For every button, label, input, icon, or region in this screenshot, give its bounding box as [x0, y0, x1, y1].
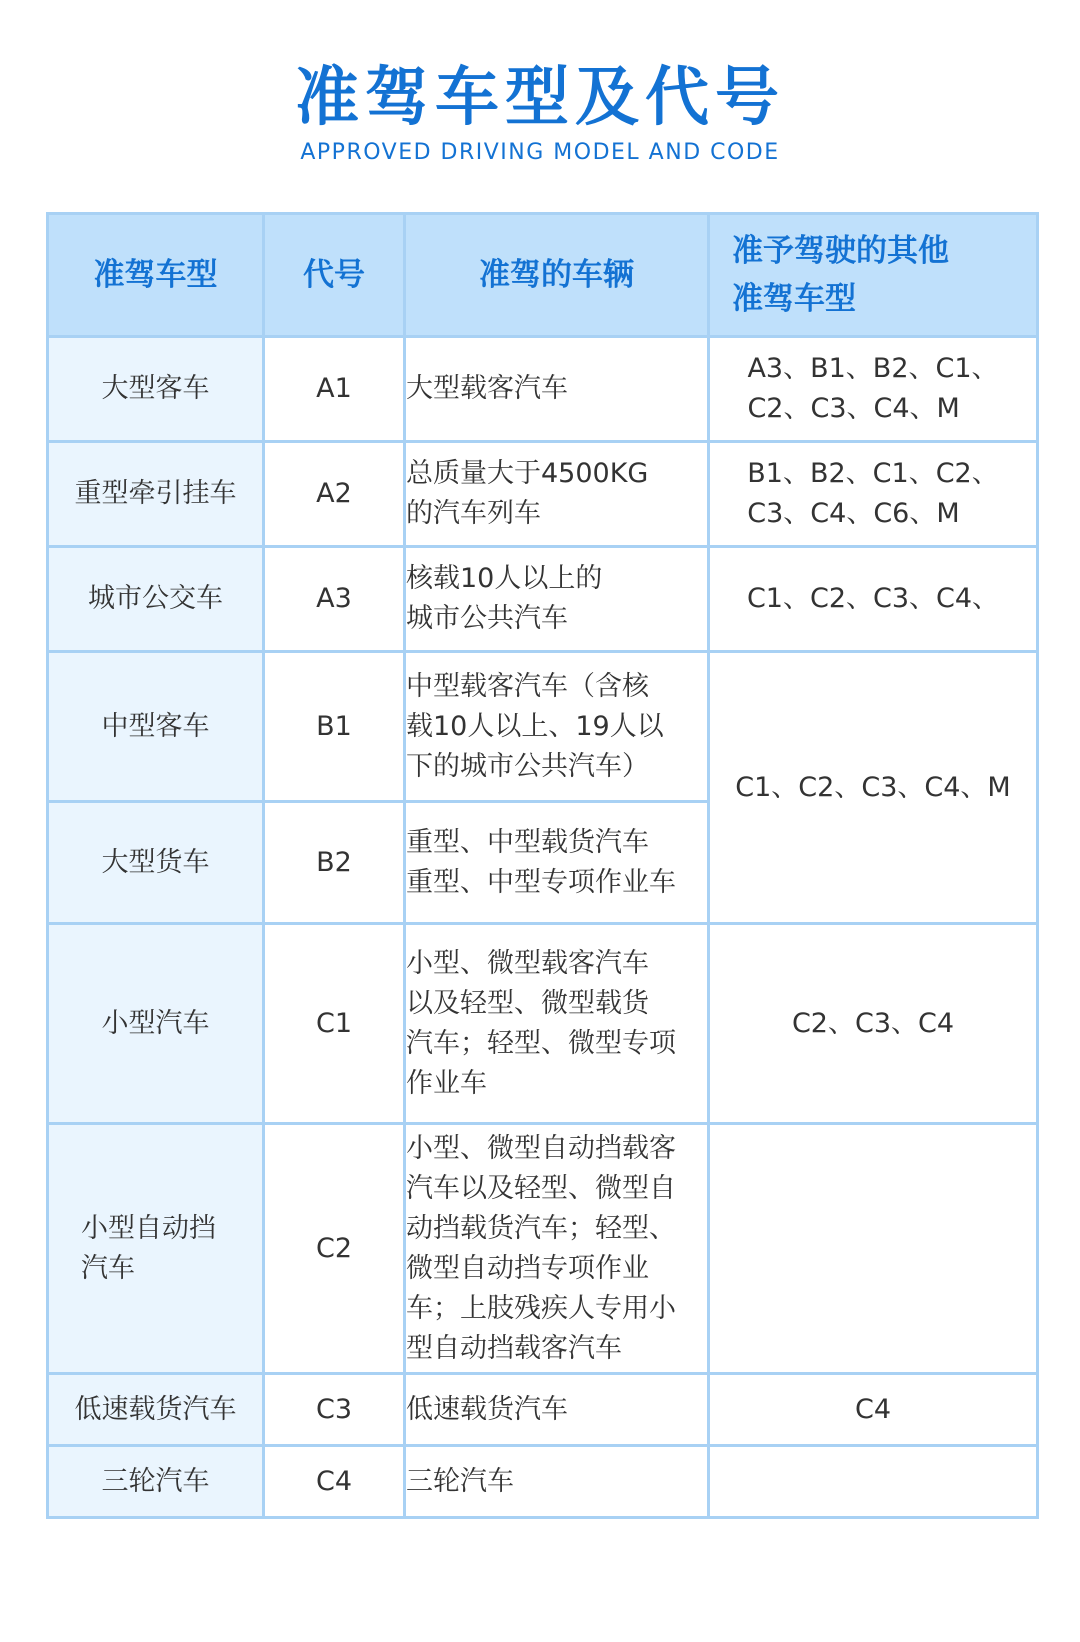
cell-vehicles-line: 汽车；轻型、微型专项	[406, 1027, 676, 1059]
cell-vehicles-line: 三轮汽车	[406, 1465, 514, 1497]
cell-code: C3	[264, 1374, 405, 1446]
cell-type	[48, 1124, 264, 1374]
table-row	[48, 652, 1038, 802]
cell-code: C1	[264, 924, 405, 1124]
cell-vehicles-line: 作业车	[406, 1067, 487, 1099]
column-header-vehicles: 准驾的车辆	[405, 214, 709, 337]
cell-vehicles-line: 以及轻型、微型载货	[406, 987, 649, 1019]
cell-other	[709, 1124, 1038, 1374]
cell-vehicles	[405, 547, 709, 652]
cell-vehicles-line: 大型载客汽车	[406, 373, 568, 404]
cell-vehicles-line: 小型、微型载客汽车	[406, 947, 649, 979]
cell-vehicles-line: 汽车以及轻型、微型自	[406, 1172, 676, 1204]
column-header-type: 准驾车型	[48, 214, 264, 337]
cell-vehicles-line: 下的城市公共汽车）	[406, 750, 649, 782]
cell-other	[709, 547, 1038, 652]
cell-vehicles	[405, 1124, 709, 1374]
table-row	[48, 1446, 1038, 1518]
cell-vehicles-line: 小型、微型自动挡载客	[406, 1132, 676, 1164]
cell-vehicles-line: 型自动挡载客汽车	[406, 1332, 622, 1364]
cell-other	[709, 1446, 1038, 1518]
cell-vehicles-line: 车；上肢残疾人专用小	[406, 1292, 676, 1324]
cell-other	[709, 1374, 1038, 1446]
cell-vehicles-line: 的汽车列车	[406, 498, 541, 529]
cell-other-line: A3、B1、B2、C1、	[747, 353, 999, 384]
table-row	[48, 547, 1038, 652]
column-header-other-line1: 准予驾驶的其他	[732, 233, 949, 269]
cell-other-line: C3、C4、C6、M	[747, 498, 960, 529]
cell-vehicles-line: 重型、中型专项作业车	[406, 866, 676, 898]
cell-code: B2	[264, 802, 405, 924]
cell-other	[709, 337, 1038, 442]
cell-vehicles-line: 低速载货汽车	[406, 1393, 568, 1425]
table-row	[48, 924, 1038, 1124]
page-title: 准驾车型及代号	[295, 61, 785, 135]
cell-type: 三轮汽车	[48, 1446, 264, 1518]
cell-type-line: 汽车	[81, 1252, 135, 1284]
cell-vehicles	[405, 802, 709, 924]
cell-vehicles-line: 核载10人以上的	[406, 563, 603, 594]
cell-code: A2	[264, 442, 405, 547]
cell-vehicles-line: 中型载客汽车（含核	[406, 670, 649, 702]
cell-other-line: C1、C2、C3、C4、M	[735, 771, 1011, 803]
cell-type: 大型货车	[48, 802, 264, 924]
column-header-code: 代号	[264, 214, 405, 337]
cell-vehicles-line: 城市公共汽车	[406, 603, 568, 634]
column-header-other-line2: 准驾车型	[732, 281, 856, 317]
license-class-table	[46, 212, 1039, 1519]
cell-other	[709, 652, 1038, 924]
cell-vehicles-line: 动挡载货汽车；轻型、	[406, 1212, 676, 1244]
column-header-other	[709, 214, 1038, 337]
cell-code: A1	[264, 337, 405, 442]
cell-vehicles	[405, 652, 709, 802]
cell-vehicles	[405, 337, 709, 442]
cell-vehicles-line: 载10人以上、19人以	[406, 710, 664, 742]
cell-type: 中型客车	[48, 652, 264, 802]
cell-code: B1	[264, 652, 405, 802]
cell-type: 低速载货汽车	[48, 1374, 264, 1446]
cell-code: C4	[264, 1446, 405, 1518]
cell-type-line: 小型自动挡	[81, 1212, 216, 1244]
table-header-row	[48, 214, 1038, 337]
cell-type: 小型汽车	[48, 924, 264, 1124]
cell-other-line: C1、C2、C3、C4、	[746, 583, 1000, 614]
cell-type: 重型牵引挂车	[48, 442, 264, 547]
cell-vehicles-line: 总质量大于4500KG	[406, 458, 649, 489]
cell-code: C2	[264, 1124, 405, 1374]
cell-type: 城市公交车	[48, 547, 264, 652]
cell-other-line: C4	[854, 1393, 892, 1425]
page-subtitle: APPROVED DRIVING MODEL AND CODE	[300, 140, 780, 165]
cell-vehicles	[405, 1374, 709, 1446]
cell-code: A3	[264, 547, 405, 652]
table-row	[48, 1124, 1038, 1374]
cell-vehicles	[405, 442, 709, 547]
cell-vehicles	[405, 1446, 709, 1518]
cell-vehicles-line: 微型自动挡专项作业	[406, 1252, 649, 1284]
cell-type: 大型客车	[48, 337, 264, 442]
table-row	[48, 442, 1038, 547]
cell-vehicles-line: 重型、中型载货汽车	[406, 826, 649, 858]
cell-vehicles	[405, 924, 709, 1124]
cell-other-line: C2、C3、C4、M	[747, 393, 960, 424]
table-row	[48, 1374, 1038, 1446]
table-row	[48, 337, 1038, 442]
cell-other-line: B1、B2、C1、C2、	[747, 458, 999, 489]
cell-other	[709, 442, 1038, 547]
cell-other	[709, 924, 1038, 1124]
cell-other-line: C2、C3、C4	[791, 1007, 955, 1039]
